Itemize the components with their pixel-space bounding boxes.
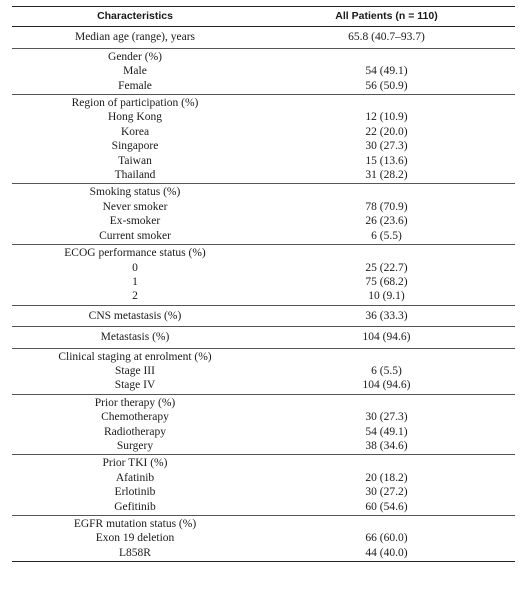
group-title: Region of participation (%) [71,97,199,110]
row-label: Stage III [115,364,155,377]
table-group [12,49,515,95]
header-all-patients: All Patients (n = 110) [335,10,438,22]
row-value: 15 (13.6) [365,154,408,167]
group-title-value [258,246,515,260]
table-row [12,471,515,485]
table-row [12,110,515,124]
row-value: 66 (60.0) [365,532,408,545]
row-label: Chemotherapy [101,411,169,424]
table-group [12,306,515,327]
group-title-row [12,517,515,531]
table-group [12,245,515,306]
group-title-value [258,517,515,531]
row-value: 60 (54.6) [365,500,408,513]
group-title-value [258,456,515,470]
row-value: 6 (5.5) [371,229,402,242]
table-row [12,79,515,93]
table-group [12,95,515,184]
group-title-value [258,185,515,199]
group-title-row [12,50,515,64]
row-label: Exon 19 deletion [95,532,175,545]
group-title-row [12,246,515,260]
row-label: Stage IV [114,379,156,392]
table-row [12,168,515,182]
table-row [12,154,515,168]
row-value: 12 (10.9) [365,111,408,124]
row-label: Singapore [111,140,159,153]
row-label: 2 [132,290,138,303]
row-value: 56 (50.9) [365,79,408,92]
row-label: Female [118,79,152,92]
table-group [12,395,515,456]
row-label: L858R [119,546,151,559]
row-label: Erlotinib [114,486,156,499]
row-label: Radiotherapy [104,425,166,438]
group-title-row [12,330,515,344]
row-value: 20 (18.2) [365,471,408,484]
row-label: Thailand [114,169,156,182]
row-label: Ex-smoker [109,215,161,228]
table-group [12,349,515,395]
table-group [12,184,515,245]
row-label: 1 [132,275,138,288]
row-value: 38 (34.6) [365,439,408,452]
group-title: Gender (%) [108,50,162,63]
table-row [12,200,515,214]
row-value: 25 (22.7) [365,261,408,274]
row-value: 30 (27.3) [365,411,408,424]
table-group [12,327,515,348]
group-title: Smoking status (%) [89,186,181,199]
row-label: Korea [120,125,150,138]
table-group [12,455,515,516]
row-label: Male [123,65,147,78]
group-title-row [12,309,515,323]
group-title-row [12,350,515,364]
row-value: 31 (28.2) [365,169,408,182]
table-row [12,64,515,78]
row-label: Surgery [116,439,154,452]
table-row [12,531,515,545]
row-value: 30 (27.2) [365,486,408,499]
group-title-row [12,30,515,44]
table-row [12,546,515,560]
group-title: ECOG performance status (%) [64,247,206,260]
row-label: Never smoker [102,200,168,213]
group-title-value: 104 (94.6) [362,331,411,344]
table-row [12,425,515,439]
row-label: Taiwan [118,154,152,167]
group-title: EGFR mutation status (%) [73,518,197,530]
group-title: Clinical staging at enrolment (%) [58,350,212,363]
table-row [12,500,515,514]
row-label: Current smoker [99,229,171,242]
group-title-row [12,396,515,410]
group-title: Metastasis (%) [100,331,170,344]
table-row [12,139,515,153]
table-row [12,378,515,392]
group-title-row [12,456,515,470]
row-value: 26 (23.6) [365,215,408,228]
row-label: Hong Kong [108,111,162,124]
group-title-row [12,96,515,110]
row-value: 54 (49.1) [365,65,408,78]
row-value: 44 (40.0) [365,546,408,559]
table-row [12,275,515,289]
row-value: 54 (49.1) [365,425,408,438]
table-group [12,27,515,48]
row-value: 22 (20.0) [365,125,408,138]
table-group [12,516,515,562]
characteristics-table [12,6,515,562]
table-row [12,261,515,275]
row-value: 30 (27.3) [365,140,408,153]
group-title-row [12,185,515,199]
row-value: 78 (70.9) [365,200,408,213]
row-value: 10 (9.1) [368,290,405,303]
row-value: 104 (94.6) [362,379,411,392]
table-row [12,125,515,139]
table-row [12,439,515,453]
table-row [12,289,515,303]
table-row [12,410,515,424]
header-characteristics: Characteristics [97,10,173,22]
table-row [12,214,515,228]
group-title-value: 65.8 (40.7–93.7) [348,31,425,44]
table-header [12,6,515,27]
table-row [12,485,515,499]
row-label: Gefitinib [114,500,156,513]
table-row [12,364,515,378]
group-title-value [258,50,515,64]
table-row [12,229,515,243]
group-title: Median age (range), years [74,31,196,44]
row-value: 75 (68.2) [365,275,408,288]
row-value: 6 (5.5) [371,364,402,377]
group-title: Prior therapy (%) [94,396,176,409]
group-title: Prior TKI (%) [102,457,168,470]
group-title-value: 36 (33.3) [365,309,408,322]
row-label: Afatinib [115,471,155,484]
row-label: 0 [132,261,138,274]
group-title-value [258,96,515,110]
table-body [12,27,515,562]
group-title-value [258,396,515,410]
group-title: CNS metastasis (%) [88,309,182,322]
group-title-value [258,350,515,364]
